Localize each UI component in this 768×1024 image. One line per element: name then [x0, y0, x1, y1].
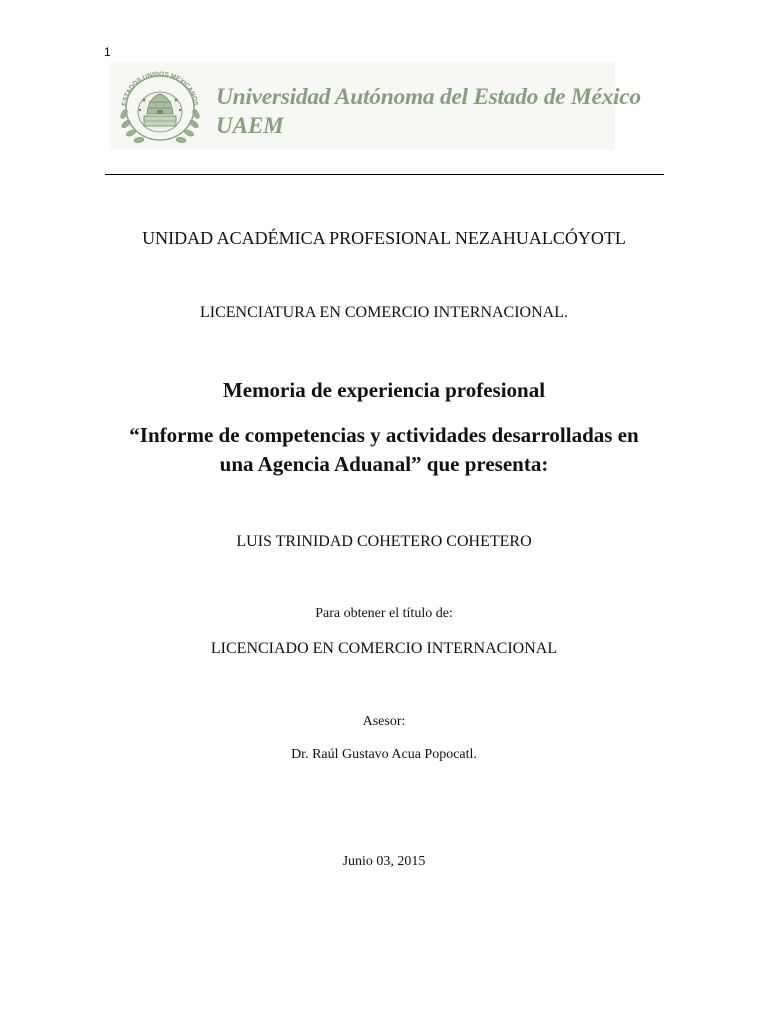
- university-name: Universidad Autónoma del Estado de México: [216, 84, 641, 110]
- academic-unit: UNIDAD ACADÉMICA PROFESIONAL NEZAHUALCÓYOTL: [142, 228, 626, 248]
- header-divider: [105, 174, 664, 175]
- degree-title: LICENCIADO EN COMERCIO INTERNACIONAL: [210, 640, 558, 657]
- advisor-name: Dr. Raúl Gustavo Acua Popocatl.: [291, 747, 477, 762]
- page-number: 1: [104, 45, 111, 59]
- advisor-label: Asesor:: [362, 714, 406, 729]
- university-abbreviation: UAEM: [216, 113, 284, 138]
- author-name: LUIS TRINIDAD COHETERO COHETERO: [236, 533, 532, 550]
- university-seal-icon: [114, 64, 206, 148]
- presentation-date: Junio 03, 2015: [342, 854, 426, 869]
- seal-text: ESTADOS UNIDOS MEXICANOS: [121, 70, 199, 107]
- degree-program: LICENCIATURA EN COMERCIO INTERNACIONAL.: [200, 304, 568, 321]
- memoir-title: Memoria de experiencia profesional: [222, 378, 546, 402]
- title-intro: Para obtener el título de:: [315, 606, 453, 621]
- report-title-line-2: una Agencia Aduanal” que presenta:: [219, 452, 549, 476]
- report-title-line-1: “Informe de competencias y actividades desarrolladas en: [129, 423, 639, 447]
